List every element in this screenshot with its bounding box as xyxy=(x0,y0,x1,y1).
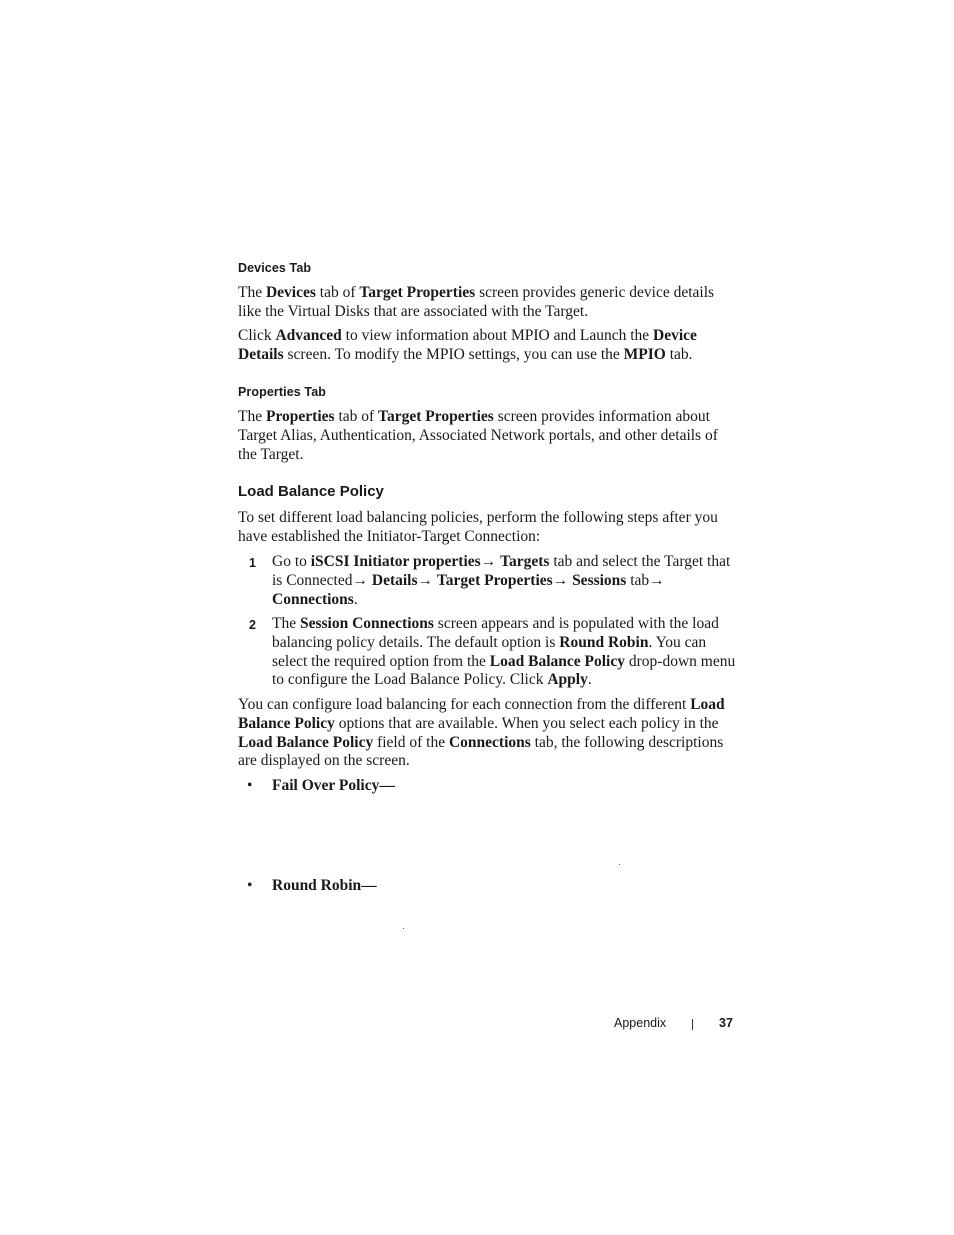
footer-separator xyxy=(692,1019,693,1030)
devices-tab-paragraph-2: Click Advanced to view information about MPIO and Launch the Device Details screen. To modify the MPIO settings, you can use the MPIO tab. xyxy=(238,327,697,363)
step-number: 2 xyxy=(249,618,256,632)
step-text: Go to iSCSI Initiator properties→ Targets tab and select the Target that is Connected→ Details→ Target Properties→ Sessions tab→ Connections. xyxy=(272,553,731,608)
stray-dot xyxy=(403,928,404,929)
step-number: 1 xyxy=(249,556,256,570)
footer-section-label: Appendix xyxy=(614,1016,667,1030)
devices-tab-heading: Devices Tab xyxy=(238,261,312,275)
bullet-marker: • xyxy=(247,877,253,894)
bullet-label-round-robin: Round Robin— xyxy=(272,877,377,894)
properties-tab-heading: Properties Tab xyxy=(238,385,326,399)
page-number: 37 xyxy=(719,1016,733,1030)
step-text: The Session Connections screen appears and is populated with the load balancing policy details. The default option is Round Robin. You can select the required option from the Load Balance Policy drop-down menu to configure the Load Balance Policy. Click Apply. xyxy=(272,615,736,689)
devices-tab-paragraph-1: The Devices tab of Target Properties screen provides generic device details like the Virtual Disks that are associated with the Target. xyxy=(238,284,715,320)
page-footer xyxy=(0,1016,954,1034)
stray-dot xyxy=(619,864,620,865)
load-balance-paragraph-2: You can configure load balancing for each connection from the different Load Balance Policy options that are available. When you select each policy in the Load Balance Policy field of the Connections tab, the following descriptions are displayed on the screen. xyxy=(238,696,725,770)
bullet-label-fail-over: Fail Over Policy— xyxy=(272,777,395,794)
load-balance-intro: To set different load balancing policies, perform the following steps after you have established the Initiator-Target Connection: xyxy=(238,509,718,545)
properties-tab-paragraph: The Properties tab of Target Properties screen provides information about Target Alias, Authentication, Associated Network portals, and other details of the Target. xyxy=(238,408,718,463)
load-balance-heading: Load Balance Policy xyxy=(238,483,384,500)
bullet-marker: • xyxy=(247,777,253,794)
